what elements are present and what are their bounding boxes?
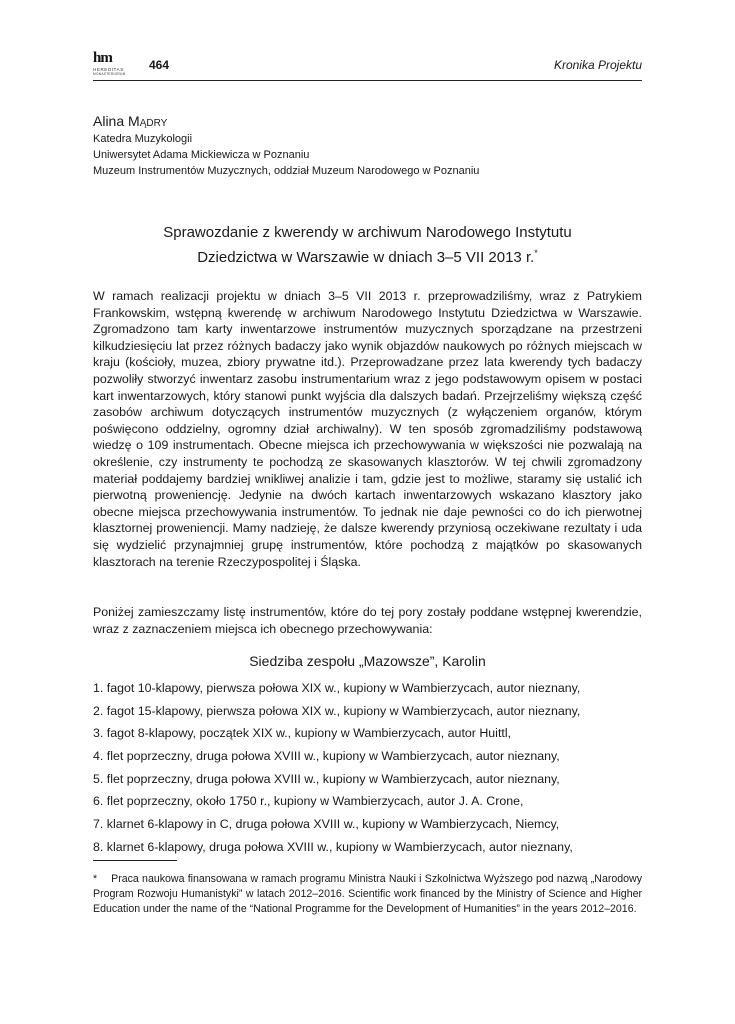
footnote-reference: * bbox=[534, 248, 538, 258]
paragraph-text: W ramach realizacji projektu w dniach 3–5 VII 2013 r. przeprowadziliśmy, wraz z Patrykiem Frankowskim, wstępną kwerendę w archiwum Narodowego Instytutu Dziedzictwa w Warszawie. Zgromadzono tam karty inwentarzowe instrumentów muzycznych sporządzane na przestrzeni kilkudziesięciu lat przez różnych badaczy jako wynik objazdów naukowych po różnych miejscach w kraju (kościoły, muzea, zbiory prywatne itd.). Przeprowadzane przez lata kwerendy tych badaczy pozwoliły stworzyć inwentarz zasobu instrumentarium wraz z jego podstawowym opisem w postaci kart inwentarzowych, który stanowi punkt wyjścia dla dalszych badań. Przejrzeliśmy większą część zasobów archiwum dotyczących instrumentów muzycznych (z wyłączeniem organów, którym poświęcono oddzielny, ogromny dział archiwalny). W ten sposób zgromadziliśmy podstawową wiedzę o 109 instrumentach. Obecne miejsca ich przechowywania w większości nie pozwalają na określenie, czy instrumenty te pochodzą ze skasowanych klasztorów. W tej chwili zgromadzony materiał poddajemy bardziej wnikliwej analizie i tam, gdzie jest to możliwe, staramy się ustalić ich pierwotną proweniencję. Jedynie na dwóch kartach inwentarzowych wskazano klasztory jako obecne miejsca przechowywania instrumentów. To jednak nie daje pewności co do ich pierwotnej klasztornej proweniencji. Mamy nadzieję, że dalsze kwerendy przyniosą oczekiwane rezultaty i uda się wydzielić przynajmniej grupę instrumentów, które pochodzą z majątków po skasowanych klasztorach na terenie Rzeczypospolitej i Śląska. bbox=[93, 289, 642, 569]
logo-mark: hm bbox=[93, 50, 112, 66]
footnote-mark: * bbox=[93, 873, 98, 885]
author-first-name: Alina bbox=[93, 113, 125, 129]
page-header bbox=[93, 50, 642, 81]
author-name bbox=[93, 113, 167, 129]
affiliation-university: Uniwersytet Adama Mickiewicza w Poznaniu bbox=[93, 149, 310, 161]
section-heading: Siedziba zespołu „Mazowsze”, Karolin bbox=[249, 653, 486, 669]
article-title bbox=[93, 222, 642, 268]
list-item: 8. klarnet 6-klapowy, druga połowa XVIII w., kupiony w Wambierzycach, autor nieznany, bbox=[93, 839, 573, 854]
instrument-list bbox=[93, 680, 642, 862]
list-item: 3. fagot 8-klapowy, początek XIX w., kupiony w Wambierzycach, autor Huittl, bbox=[93, 726, 512, 741]
list-item: 4. flet poprzeczny, druga połowa XVIII w., kupiony w Wambierzycach, autor nieznany, bbox=[93, 749, 560, 764]
author-last-name: Mądry bbox=[128, 113, 168, 129]
list-item: 5. flet poprzeczny, druga połowa XVIII w., kupiony w Wambierzycach, autor nieznany, bbox=[93, 771, 560, 786]
hereditas-logo bbox=[93, 50, 133, 78]
article-title-line-1: Sprawozdanie z kwerendy w archiwum Narodowego Instytutu bbox=[163, 224, 572, 241]
list-item: 1. fagot 10-klapowy, pierwsza połowa XIX w., kupiony w Wambierzycach, autor nieznany, bbox=[93, 681, 581, 695]
list-item: 7. klarnet 6-klapowy in C, druga połowa XVIII w., kupiony w Wambierzycach, Niemcy, bbox=[93, 817, 560, 832]
affiliation-department: Katedra Muzykologii bbox=[93, 133, 193, 145]
article-title-line-2-text: Dziedzictwa w Warszawie w dniach 3–5 VII 2013 r. bbox=[197, 249, 535, 266]
body-paragraph bbox=[93, 288, 642, 570]
article-title-line-2 bbox=[93, 243, 642, 268]
footnote-text: Praca naukowa finansowana w ramach programu Ministra Nauki i Szkolnictwa Wyższego pod nazwą „Narodowy Program Rozwoju Humanistyki” w latach 2012–2016. Scientific work financed by the Ministry of Science and Higher Education under the name of the “National Programme for the Development of Humanities” in the years 2012–2016. bbox=[93, 873, 642, 915]
list-intro-paragraph: Poniżej zamieszczamy listę instrumentów, które do tej pory zostały poddane wstępnej kwerendzie, wraz z zaznaczeniem miejsca ich obecnego przechowywania: bbox=[93, 605, 642, 636]
list-item: 6. flet poprzeczny, około 1750 r., kupiony w Wambierzycach, autor J. A. Crone, bbox=[93, 794, 524, 809]
footnote bbox=[93, 872, 642, 917]
logo-subtitle: HEREDITAS bbox=[93, 67, 124, 72]
page bbox=[93, 0, 642, 1024]
running-title: Kronika Projektu bbox=[553, 58, 642, 72]
logo-subtitle-small: MONASTERIORUM bbox=[93, 72, 126, 76]
affiliation-museum: Muzeum Instrumentów Muzycznych, oddział Muzeum Narodowego w Poznaniu bbox=[93, 165, 480, 177]
list-item: 2. fagot 15-klapowy, pierwsza połowa XIX w., kupiony w Wambierzycach, autor nieznany, bbox=[93, 703, 581, 718]
footnote-divider bbox=[93, 860, 177, 861]
page-number: 464 bbox=[149, 58, 170, 72]
